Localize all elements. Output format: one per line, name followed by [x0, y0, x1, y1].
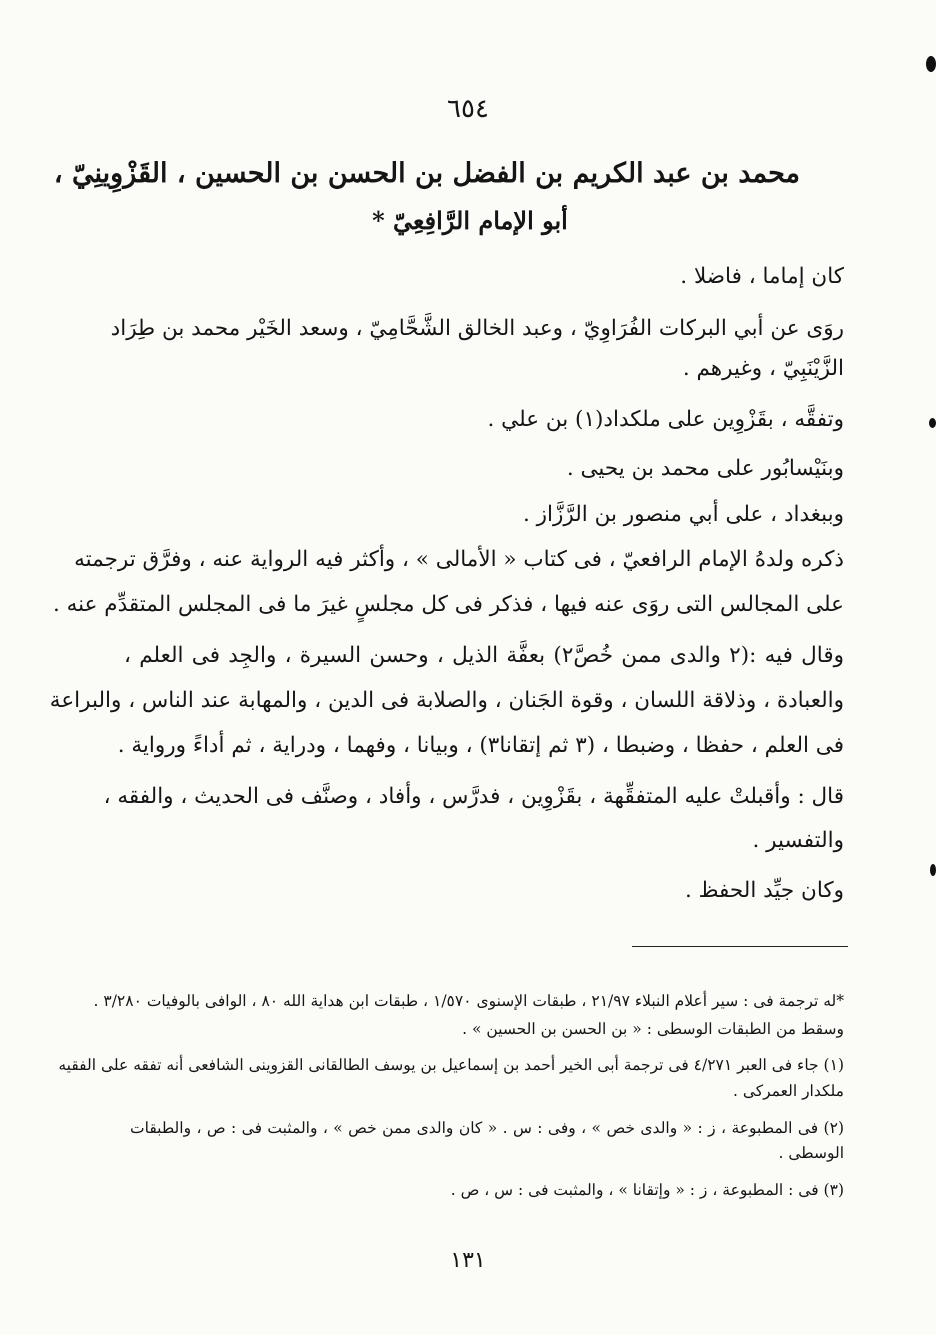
body-line: وببغداد ، على أبي منصور بن الرَّزَّاز . — [522, 502, 844, 527]
footnote-line: (٢) فى المطبوعة ، ز : « والدى خص » ، وفى : س . « كان والدى ممن خص » ، والمثبت فى : ص ، والطبقات — [130, 1119, 844, 1137]
biography-title: محمد بن عبد الكريم بن الفضل بن الحسن بن الحسين ، القَزْوِينِيّ ، — [53, 158, 800, 189]
footnote-line: الوسطى . — [778, 1144, 844, 1162]
scan-edge-mark — [929, 418, 936, 428]
body-line: والعبادة ، وذلاقة اللسان ، وقوة الجَنان ، والصلابة فى الدين ، والمهابة عند الناس ، والبراعة — [49, 688, 844, 713]
body-line: قال : وأقبلتْ عليه المتفقِّهة ، بقَزْوِين ، فدرَّس ، وأفاد ، وصنَّف فى الحديث ، والفقه ، — [103, 784, 844, 809]
scan-edge-mark — [930, 864, 936, 876]
footnote-line: (٣) فى : المطبوعة ، ز : « وإتقانا » ، والمثبت فى : س ، ص . — [450, 1181, 844, 1199]
page-number: ١٣١ — [450, 1248, 486, 1273]
body-line: فى العلم ، حفظا ، وضبطا ، (٣ ثم إتقانا٣) ، وبيانا ، وفهما ، ودراية ، ثم أداءً ورواية . — [117, 733, 844, 758]
footnote-line: وسقط من الطبقات الوسطى : « بن الحسن بن الحسين » . — [462, 1020, 844, 1038]
body-line: على المجالس التى روَى عنه فيها ، فذكر فى كل مجلسٍ غيرَ ما فى المجلس المتقدِّم عنه . — [52, 592, 844, 617]
body-line: كان إماما ، فاضلا . — [680, 264, 844, 289]
footnote-line: (١) جاء فى العبر ٤/٢٧١ فى ترجمة أبى الخير أحمد بن إسماعيل بن يوسف الطالقانى القزوينى الشافعى أنه تفقه على الفقيه — [58, 1056, 844, 1074]
footnote-separator — [632, 946, 848, 947]
body-line: والتفسير . — [752, 828, 844, 853]
scan-edge-mark — [926, 56, 936, 72]
body-line: وتفقَّه ، بقَزْوِين على ملكداد(١) بن علي . — [487, 407, 844, 432]
entry-number: ٦٥٤ — [447, 94, 489, 124]
footnote-line: *له ترجمة فى : سير أعلام النبلاء ٢١/٩٧ ، طبقات الإسنوى ١/٥٧٠ ، طبقات ابن هداية الله ٨٠ ، الوافى بالوفيات ٣/٢٨٠ . — [93, 992, 844, 1010]
body-line: وقال فيه :(٢ والدى ممن خُصَّ٢) بعفَّة الذيل ، وحسن السيرة ، والجِد فى العلم ، — [124, 643, 845, 668]
body-line: ذكره ولدهُ الإمام الرافعيّ ، فى كتاب « الأمالى » ، وأكثر فيه الرواية عنه ، وفرَّق ترجمته — [74, 547, 844, 572]
footnote-line: ملكدار العمركى . — [732, 1082, 844, 1100]
body-line: الزَّيْنَبِيّ ، وغيرهم . — [682, 356, 844, 381]
biography-subtitle: أبو الإمام الرَّافِعِيّ * — [372, 206, 568, 235]
body-line: روَى عن أبي البركات الفُرَاوِيّ ، وعبد الخالق الشَّحَّامِيّ ، وسعد الخَيْر محمد بن طِرَاد — [110, 316, 844, 341]
body-line: وكان جيِّد الحفظ . — [684, 878, 844, 903]
body-line: وبنَيْسابُور على محمد بن يحيى . — [566, 456, 844, 481]
